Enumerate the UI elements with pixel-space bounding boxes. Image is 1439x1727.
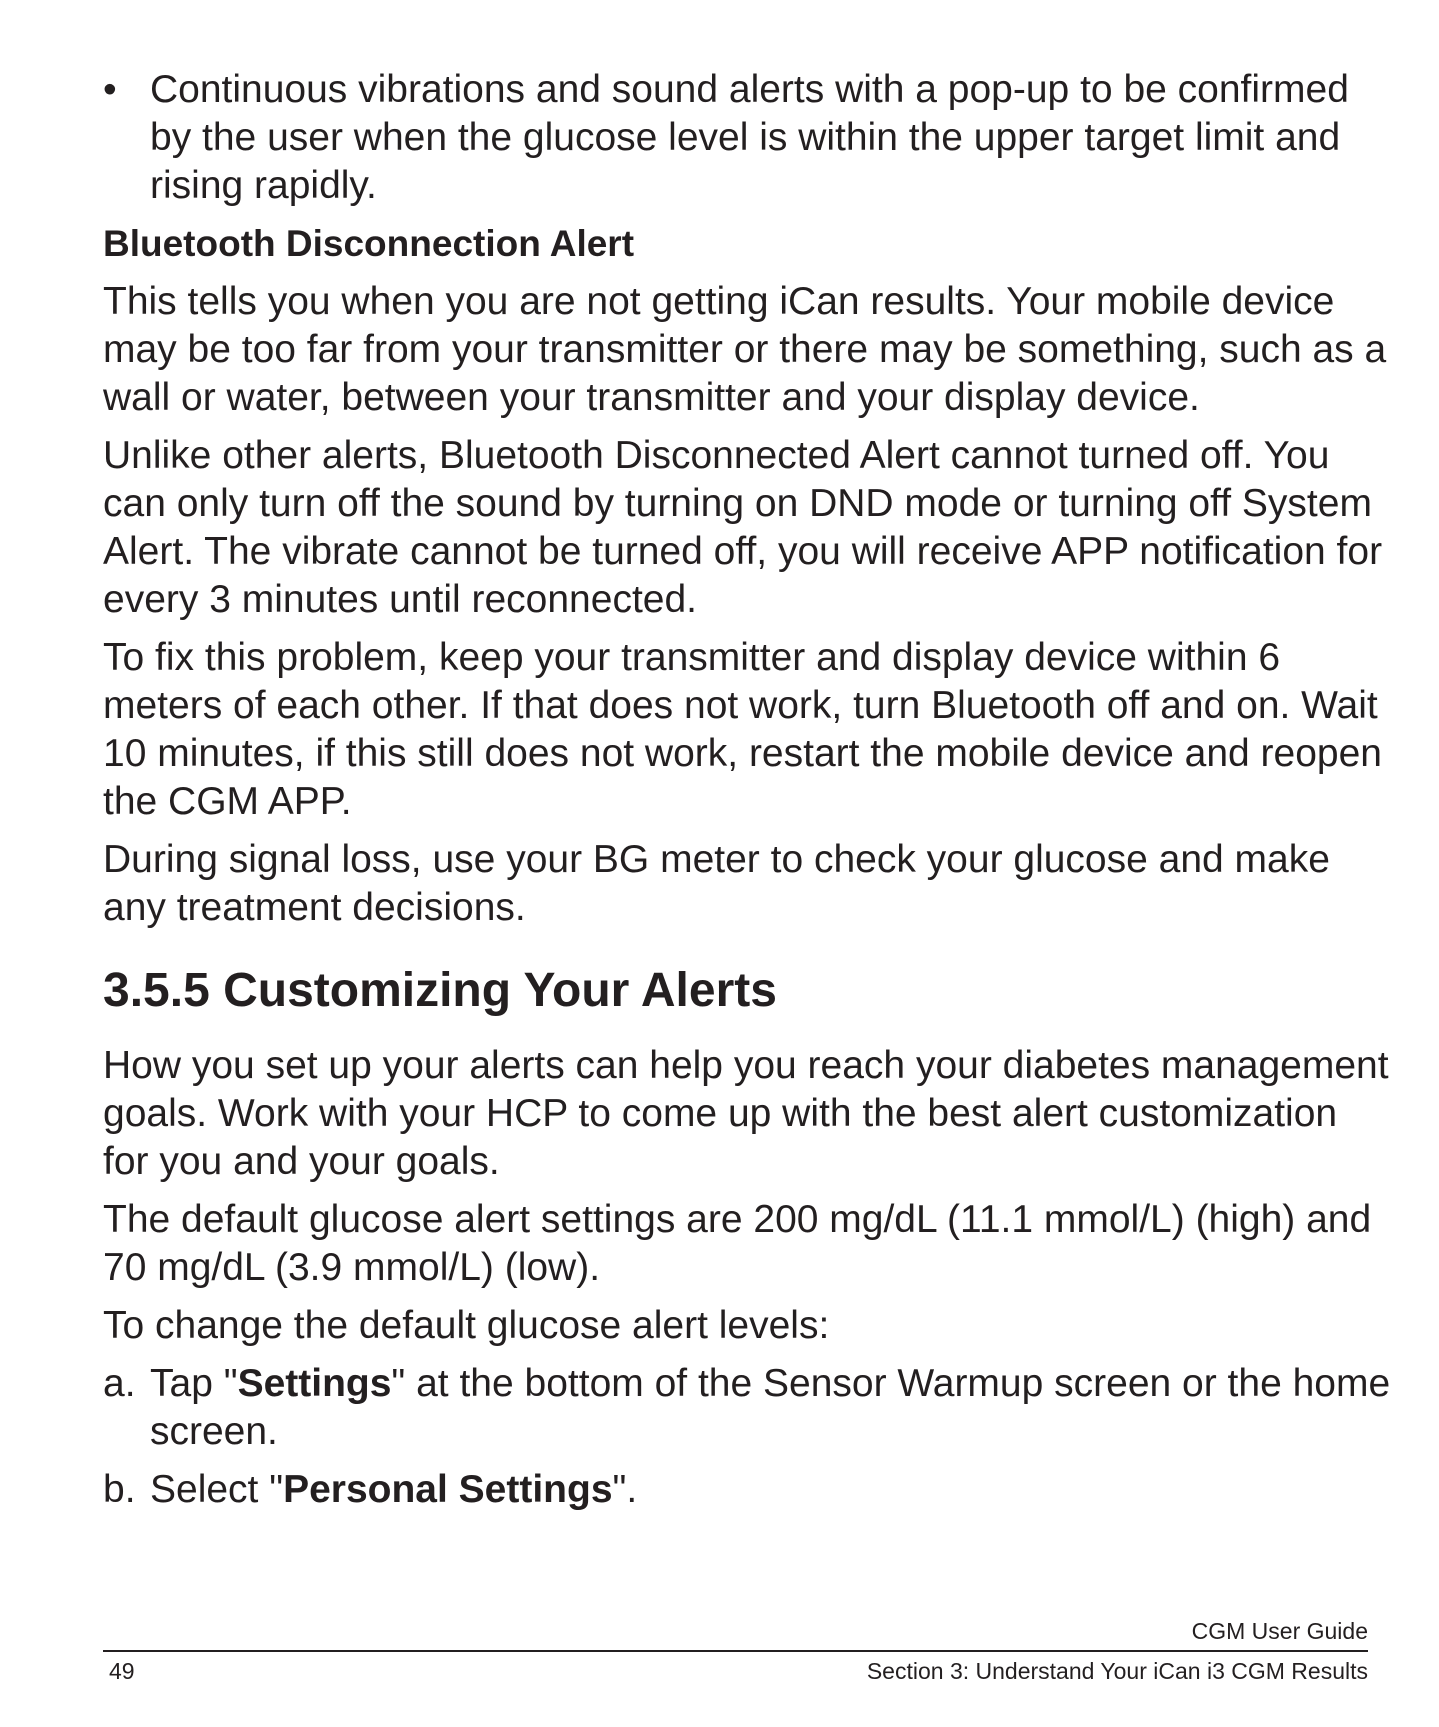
bluetooth-heading: Bluetooth Disconnection Alert [103,223,635,264]
footer-row [103,1656,1368,1686]
step-bold-label: Settings [237,1362,392,1405]
step-text-before: Tap " [150,1362,238,1405]
step-text-after: ". [612,1468,638,1511]
step-text-after: " at the bottom of the Sensor Warmup screen or the home screen. [150,1362,1391,1453]
footer-guide-title: CGM User Guide [1191,1618,1368,1644]
bullet-text: Continuous vibrations and sound alerts with a pop-up to be confirmed by the user when the glucose level is within the upper target limit and rising rapidly. [150,68,1349,207]
footer-divider [103,1650,1368,1652]
section-paragraph-2: The default glucose alert settings are 200 mg/dL (11.1 mmol/L) (high) and 70 mg/dL (3.9 mmol/L) (low). [103,1198,1372,1289]
step-marker: b. [103,1468,136,1511]
document-page [103,66,1393,1514]
bullet-dot: • [103,68,117,111]
section-paragraph-3: To change the default glucose alert levels: [103,1304,830,1347]
page-footer [103,1616,1368,1686]
bluetooth-paragraph-1: This tells you when you are not getting iCan results. Your mobile device may be too far from your transmitter or there may be something, such as a wall or water, between your transmitter and your display device. [103,280,1387,419]
page-number: 49 [109,1658,135,1684]
step-bold-label: Personal Settings [283,1468,613,1511]
footer-section-label: Section 3: Understand Your iCan i3 CGM Results [866,1658,1368,1684]
step-a [103,1360,1393,1456]
bluetooth-paragraph-2: Unlike other alerts, Bluetooth Disconnected Alert cannot turned off. You can only turn off the sound by turning on DND mode or turning off System Alert. The vibrate cannot be turned off, you will receive APP notification for every 3 minutes until reconnected. [103,434,1383,621]
step-marker: a. [103,1362,136,1405]
bullet-item [103,66,1393,210]
bluetooth-paragraph-3: To fix this problem, keep your transmitter and display device within 6 meters of each other. If that does not work, turn Bluetooth off and on. Wait 10 minutes, if this still does not work, restart the mobile device and reopen the CGM APP. [103,636,1382,823]
section-title: 3.5.5 Customizing Your Alerts [103,964,777,1017]
step-b [103,1466,1393,1514]
bluetooth-paragraph-4: During signal loss, use your BG meter to check your glucose and make any treatment decisions. [103,838,1330,929]
section-paragraph-1: How you set up your alerts can help you reach your diabetes management goals. Work with your HCP to come up with the best alert customization for you and your goals. [103,1044,1389,1183]
step-text-before: Select " [150,1468,284,1511]
